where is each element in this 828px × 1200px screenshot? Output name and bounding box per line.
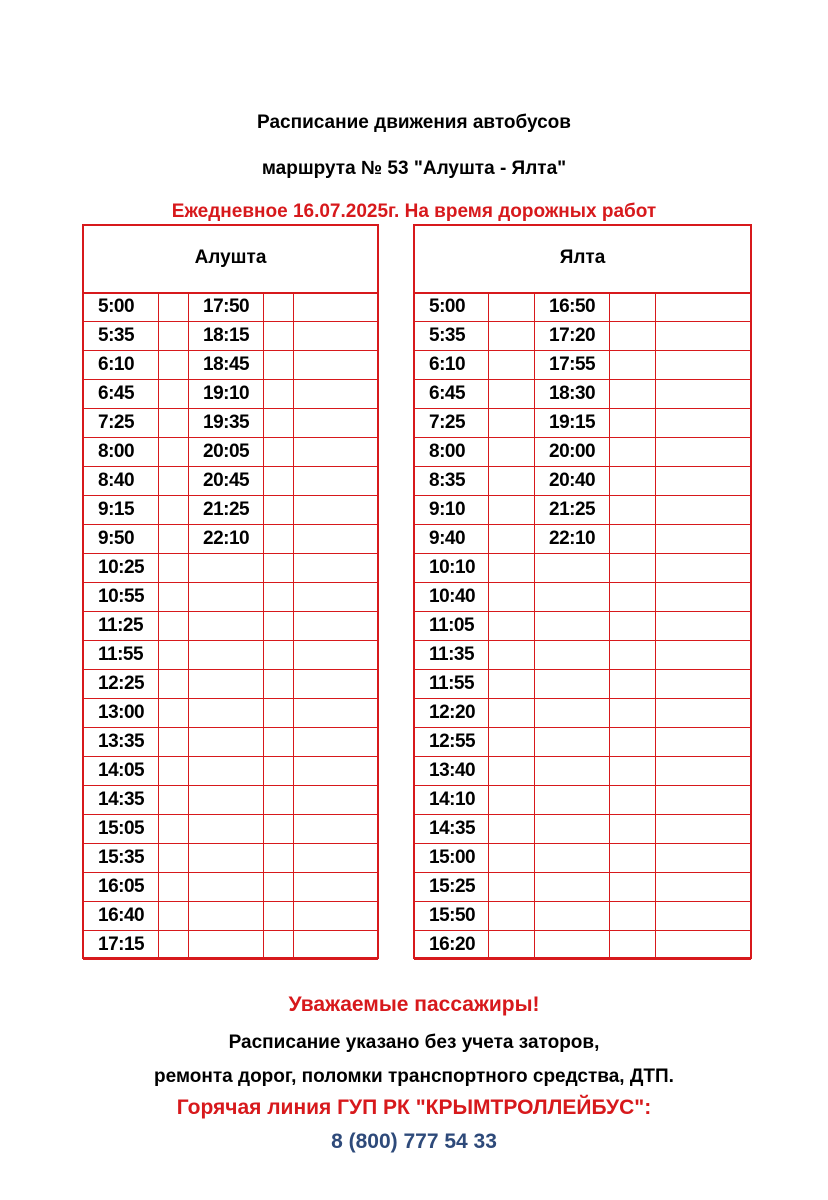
yalta-empty-cell bbox=[489, 612, 535, 641]
yalta-departure-time: 8:35 bbox=[415, 467, 489, 496]
alushta-row bbox=[84, 409, 378, 438]
yalta-departure-time: 11:05 bbox=[415, 612, 489, 641]
alushta-empty-cell bbox=[294, 670, 378, 699]
yalta-empty-cell bbox=[656, 641, 751, 670]
alushta-departure-time: 15:35 bbox=[84, 844, 159, 873]
alushta-empty-cell bbox=[294, 322, 378, 351]
yalta-departure-time: 20:40 bbox=[535, 467, 610, 496]
alushta-departure-time: 11:25 bbox=[84, 612, 159, 641]
alushta-empty-cell bbox=[159, 467, 189, 496]
yalta-row bbox=[415, 380, 751, 409]
yalta-empty-cell bbox=[489, 902, 535, 931]
alushta-departure-time: 12:25 bbox=[84, 670, 159, 699]
yalta-empty-cell bbox=[489, 641, 535, 670]
alushta-row bbox=[84, 815, 378, 844]
yalta-row bbox=[415, 467, 751, 496]
alushta-departure-time: 13:35 bbox=[84, 728, 159, 757]
alushta-departure-time: 5:00 bbox=[84, 293, 159, 322]
alushta-empty-cell bbox=[159, 815, 189, 844]
alushta-timetable bbox=[83, 292, 378, 960]
yalta-empty-cell bbox=[489, 670, 535, 699]
alushta-empty-cell bbox=[189, 757, 264, 786]
alushta-empty-cell bbox=[159, 699, 189, 728]
alushta-departure-time: 22:10 bbox=[189, 525, 264, 554]
alushta-empty-cell bbox=[189, 815, 264, 844]
alushta-empty-cell bbox=[264, 496, 294, 525]
alushta-empty-cell bbox=[294, 786, 378, 815]
alushta-row bbox=[84, 844, 378, 873]
yalta-empty-cell bbox=[610, 496, 656, 525]
yalta-departure-time: 9:10 bbox=[415, 496, 489, 525]
yalta-empty-cell bbox=[656, 293, 751, 322]
yalta-departure-time: 18:30 bbox=[535, 380, 610, 409]
alushta-empty-cell bbox=[264, 322, 294, 351]
alushta-empty-cell bbox=[294, 293, 378, 322]
yalta-row bbox=[415, 786, 751, 815]
yalta-departure-time: 5:00 bbox=[415, 293, 489, 322]
alushta-empty-cell bbox=[294, 496, 378, 525]
alushta-row bbox=[84, 525, 378, 554]
yalta-empty-cell bbox=[610, 902, 656, 931]
yalta-departure-time: 8:00 bbox=[415, 438, 489, 467]
yalta-timetable bbox=[414, 292, 751, 960]
alushta-row bbox=[84, 699, 378, 728]
yalta-empty-cell bbox=[610, 612, 656, 641]
yalta-empty-cell bbox=[535, 931, 610, 960]
alushta-heading: Алушта bbox=[82, 224, 379, 294]
alushta-row bbox=[84, 583, 378, 612]
yalta-empty-cell bbox=[610, 351, 656, 380]
alushta-departure-time: 6:10 bbox=[84, 351, 159, 380]
yalta-empty-cell bbox=[489, 583, 535, 612]
yalta-empty-cell bbox=[489, 699, 535, 728]
alushta-empty-cell bbox=[159, 583, 189, 612]
alushta-empty-cell bbox=[159, 525, 189, 554]
alushta-departure-time: 7:25 bbox=[84, 409, 159, 438]
yalta-departure-time: 6:45 bbox=[415, 380, 489, 409]
alushta-empty-cell bbox=[264, 844, 294, 873]
alushta-empty-cell bbox=[264, 786, 294, 815]
yalta-heading: Ялта bbox=[413, 224, 752, 294]
notice-line-1: Расписание указано без учета заторов, bbox=[228, 1032, 600, 1053]
yalta-empty-cell bbox=[610, 670, 656, 699]
yalta-departure-time: 10:10 bbox=[415, 554, 489, 583]
alushta-empty-cell bbox=[294, 902, 378, 931]
alushta-empty-cell bbox=[294, 641, 378, 670]
yalta-empty-cell bbox=[535, 786, 610, 815]
alushta-row bbox=[84, 612, 378, 641]
alushta-row bbox=[84, 322, 378, 351]
alushta-row bbox=[84, 554, 378, 583]
alushta-departure-time: 6:45 bbox=[84, 380, 159, 409]
yalta-empty-cell bbox=[656, 438, 751, 467]
yalta-empty-cell bbox=[535, 844, 610, 873]
yalta-empty-cell bbox=[489, 438, 535, 467]
alushta-empty-cell bbox=[159, 351, 189, 380]
yalta-row bbox=[415, 583, 751, 612]
yalta-empty-cell bbox=[489, 351, 535, 380]
alushta-empty-cell bbox=[294, 467, 378, 496]
alushta-departure-time: 16:05 bbox=[84, 873, 159, 902]
alushta-empty-cell bbox=[264, 293, 294, 322]
yalta-empty-cell bbox=[656, 699, 751, 728]
alushta-row bbox=[84, 670, 378, 699]
notice-line-2: ремонта дорог, поломки транспортного средства, ДТП. bbox=[154, 1066, 674, 1087]
alushta-empty-cell bbox=[159, 293, 189, 322]
yalta-empty-cell bbox=[489, 554, 535, 583]
yalta-row bbox=[415, 815, 751, 844]
alushta-empty-cell bbox=[294, 554, 378, 583]
alushta-empty-cell bbox=[294, 612, 378, 641]
yalta-empty-cell bbox=[656, 467, 751, 496]
alushta-departure-time: 5:35 bbox=[84, 322, 159, 351]
alushta-departure-time: 18:45 bbox=[189, 351, 264, 380]
alushta-row bbox=[84, 641, 378, 670]
yalta-row bbox=[415, 525, 751, 554]
yalta-empty-cell bbox=[656, 583, 751, 612]
yalta-departure-time: 15:00 bbox=[415, 844, 489, 873]
alushta-empty-cell bbox=[294, 380, 378, 409]
alushta-empty-cell bbox=[264, 902, 294, 931]
yalta-empty-cell bbox=[535, 699, 610, 728]
yalta-departure-time: 21:25 bbox=[535, 496, 610, 525]
alushta-empty-cell bbox=[159, 873, 189, 902]
yalta-empty-cell bbox=[489, 815, 535, 844]
yalta-empty-cell bbox=[535, 873, 610, 902]
alushta-departure-time: 20:05 bbox=[189, 438, 264, 467]
yalta-row bbox=[415, 844, 751, 873]
alushta-empty-cell bbox=[264, 612, 294, 641]
yalta-empty-cell bbox=[656, 380, 751, 409]
yalta-empty-cell bbox=[656, 670, 751, 699]
yalta-empty-cell bbox=[489, 931, 535, 960]
yalta-empty-cell bbox=[489, 873, 535, 902]
alushta-empty-cell bbox=[159, 641, 189, 670]
yalta-empty-cell bbox=[610, 728, 656, 757]
alushta-empty-cell bbox=[294, 757, 378, 786]
yalta-empty-cell bbox=[656, 496, 751, 525]
alushta-row bbox=[84, 351, 378, 380]
alushta-empty-cell bbox=[189, 670, 264, 699]
alushta-empty-cell bbox=[294, 351, 378, 380]
yalta-empty-cell bbox=[656, 554, 751, 583]
alushta-empty-cell bbox=[159, 902, 189, 931]
yalta-empty-cell bbox=[489, 786, 535, 815]
alushta-empty-cell bbox=[264, 554, 294, 583]
alushta-row bbox=[84, 873, 378, 902]
alushta-empty-cell bbox=[189, 699, 264, 728]
alushta-empty-cell bbox=[264, 931, 294, 960]
yalta-empty-cell bbox=[656, 409, 751, 438]
yalta-row bbox=[415, 351, 751, 380]
yalta-departure-time: 14:10 bbox=[415, 786, 489, 815]
alushta-empty-cell bbox=[264, 583, 294, 612]
alushta-row bbox=[84, 728, 378, 757]
alushta-empty-cell bbox=[294, 583, 378, 612]
alushta-empty-cell bbox=[264, 409, 294, 438]
yalta-departure-time: 11:55 bbox=[415, 670, 489, 699]
alushta-empty-cell bbox=[264, 525, 294, 554]
yalta-row bbox=[415, 496, 751, 525]
yalta-departure-time: 6:10 bbox=[415, 351, 489, 380]
alushta-empty-cell bbox=[159, 322, 189, 351]
alushta-departure-time: 19:10 bbox=[189, 380, 264, 409]
yalta-row bbox=[415, 438, 751, 467]
yalta-empty-cell bbox=[535, 757, 610, 786]
yalta-empty-cell bbox=[489, 380, 535, 409]
yalta-row bbox=[415, 931, 751, 960]
alushta-departure-time: 16:40 bbox=[84, 902, 159, 931]
yalta-departure-time: 19:15 bbox=[535, 409, 610, 438]
yalta-empty-cell bbox=[656, 873, 751, 902]
alushta-empty-cell bbox=[294, 409, 378, 438]
alushta-empty-cell bbox=[159, 496, 189, 525]
hotline-label: Горячая линия ГУП РК "КРЫМТРОЛЛЕЙБУС": bbox=[176, 1096, 652, 1119]
yalta-departure-time: 7:25 bbox=[415, 409, 489, 438]
alushta-empty-cell bbox=[264, 670, 294, 699]
yalta-empty-cell bbox=[535, 815, 610, 844]
yalta-empty-cell bbox=[610, 293, 656, 322]
yalta-empty-cell bbox=[610, 322, 656, 351]
alushta-empty-cell bbox=[189, 612, 264, 641]
alushta-departure-time: 14:35 bbox=[84, 786, 159, 815]
alushta-empty-cell bbox=[294, 844, 378, 873]
yalta-row bbox=[415, 322, 751, 351]
route-title: маршрута № 53 "Алушта - Ялта" bbox=[261, 158, 567, 179]
yalta-empty-cell bbox=[656, 757, 751, 786]
alushta-departure-time: 10:55 bbox=[84, 583, 159, 612]
yalta-departure-time: 10:40 bbox=[415, 583, 489, 612]
alushta-empty-cell bbox=[189, 554, 264, 583]
alushta-empty-cell bbox=[264, 815, 294, 844]
yalta-departure-time: 17:55 bbox=[535, 351, 610, 380]
yalta-empty-cell bbox=[610, 409, 656, 438]
alushta-row bbox=[84, 902, 378, 931]
yalta-empty-cell bbox=[610, 757, 656, 786]
alushta-empty-cell bbox=[264, 728, 294, 757]
alushta-empty-cell bbox=[189, 931, 264, 960]
yalta-row bbox=[415, 873, 751, 902]
alushta-departure-time: 19:35 bbox=[189, 409, 264, 438]
alushta-empty-cell bbox=[159, 786, 189, 815]
alushta-departure-time: 10:25 bbox=[84, 554, 159, 583]
alushta-row bbox=[84, 786, 378, 815]
yalta-empty-cell bbox=[656, 815, 751, 844]
alushta-departure-time: 15:05 bbox=[84, 815, 159, 844]
alushta-empty-cell bbox=[264, 438, 294, 467]
yalta-empty-cell bbox=[656, 351, 751, 380]
yalta-empty-cell bbox=[535, 902, 610, 931]
yalta-empty-cell bbox=[535, 670, 610, 699]
alushta-empty-cell bbox=[159, 438, 189, 467]
yalta-empty-cell bbox=[656, 902, 751, 931]
alushta-departure-time: 13:00 bbox=[84, 699, 159, 728]
yalta-empty-cell bbox=[610, 438, 656, 467]
alushta-empty-cell bbox=[264, 641, 294, 670]
alushta-departure-time: 21:25 bbox=[189, 496, 264, 525]
yalta-empty-cell bbox=[489, 409, 535, 438]
yalta-departure-time: 16:20 bbox=[415, 931, 489, 960]
yalta-row bbox=[415, 409, 751, 438]
yalta-row bbox=[415, 612, 751, 641]
alushta-row bbox=[84, 438, 378, 467]
alushta-departure-time: 14:05 bbox=[84, 757, 159, 786]
yalta-departure-time: 22:10 bbox=[535, 525, 610, 554]
yalta-row bbox=[415, 670, 751, 699]
yalta-empty-cell bbox=[610, 380, 656, 409]
yalta-empty-cell bbox=[610, 699, 656, 728]
alushta-empty-cell bbox=[294, 815, 378, 844]
alushta-row bbox=[84, 293, 378, 322]
yalta-empty-cell bbox=[489, 322, 535, 351]
alushta-empty-cell bbox=[294, 438, 378, 467]
yalta-departure-time: 16:50 bbox=[535, 293, 610, 322]
alushta-departure-time: 18:15 bbox=[189, 322, 264, 351]
yalta-empty-cell bbox=[656, 525, 751, 554]
alushta-empty-cell bbox=[189, 583, 264, 612]
yalta-row bbox=[415, 699, 751, 728]
yalta-departure-time: 17:20 bbox=[535, 322, 610, 351]
alushta-empty-cell bbox=[264, 351, 294, 380]
alushta-empty-cell bbox=[159, 931, 189, 960]
alushta-empty-cell bbox=[294, 525, 378, 554]
document-title: Расписание движения автобусов bbox=[257, 112, 571, 133]
alushta-empty-cell bbox=[159, 409, 189, 438]
hotline-phone[interactable]: 8 (800) 777 54 33 bbox=[331, 1130, 497, 1153]
yalta-empty-cell bbox=[656, 728, 751, 757]
yalta-departure-time: 13:40 bbox=[415, 757, 489, 786]
alushta-empty-cell bbox=[189, 873, 264, 902]
yalta-empty-cell bbox=[610, 554, 656, 583]
yalta-empty-cell bbox=[535, 728, 610, 757]
alushta-empty-cell bbox=[189, 728, 264, 757]
alushta-row bbox=[84, 931, 378, 960]
alushta-empty-cell bbox=[189, 902, 264, 931]
yalta-empty-cell bbox=[656, 786, 751, 815]
yalta-empty-cell bbox=[610, 467, 656, 496]
yalta-row bbox=[415, 293, 751, 322]
alushta-row bbox=[84, 496, 378, 525]
alushta-empty-cell bbox=[189, 786, 264, 815]
yalta-empty-cell bbox=[489, 844, 535, 873]
yalta-empty-cell bbox=[489, 467, 535, 496]
yalta-row bbox=[415, 641, 751, 670]
yalta-empty-cell bbox=[656, 322, 751, 351]
alushta-empty-cell bbox=[264, 467, 294, 496]
yalta-departure-time: 15:25 bbox=[415, 873, 489, 902]
yalta-empty-cell bbox=[610, 641, 656, 670]
alushta-departure-time: 8:00 bbox=[84, 438, 159, 467]
alushta-empty-cell bbox=[159, 670, 189, 699]
yalta-empty-cell bbox=[535, 612, 610, 641]
alushta-empty-cell bbox=[294, 699, 378, 728]
yalta-departure-time: 20:00 bbox=[535, 438, 610, 467]
yalta-departure-time: 14:35 bbox=[415, 815, 489, 844]
yalta-empty-cell bbox=[535, 583, 610, 612]
alushta-departure-time: 17:15 bbox=[84, 931, 159, 960]
alushta-empty-cell bbox=[264, 873, 294, 902]
alushta-departure-time: 17:50 bbox=[189, 293, 264, 322]
alushta-empty-cell bbox=[159, 380, 189, 409]
yalta-empty-cell bbox=[489, 496, 535, 525]
alushta-departure-time: 20:45 bbox=[189, 467, 264, 496]
alushta-departure-time: 11:55 bbox=[84, 641, 159, 670]
yalta-departure-time: 15:50 bbox=[415, 902, 489, 931]
schedule-subtitle: Ежедневное 16.07.2025г. На время дорожных работ bbox=[171, 201, 657, 222]
yalta-empty-cell bbox=[610, 844, 656, 873]
yalta-row bbox=[415, 902, 751, 931]
alushta-empty-cell bbox=[159, 554, 189, 583]
yalta-departure-time: 11:35 bbox=[415, 641, 489, 670]
alushta-empty-cell bbox=[159, 757, 189, 786]
yalta-row bbox=[415, 728, 751, 757]
alushta-row bbox=[84, 467, 378, 496]
alushta-row bbox=[84, 757, 378, 786]
yalta-empty-cell bbox=[489, 525, 535, 554]
alushta-empty-cell bbox=[264, 757, 294, 786]
yalta-empty-cell bbox=[656, 844, 751, 873]
yalta-row bbox=[415, 757, 751, 786]
yalta-departure-time: 5:35 bbox=[415, 322, 489, 351]
alushta-empty-cell bbox=[264, 380, 294, 409]
yalta-empty-cell bbox=[610, 873, 656, 902]
alushta-empty-cell bbox=[189, 844, 264, 873]
yalta-empty-cell bbox=[656, 612, 751, 641]
yalta-empty-cell bbox=[610, 815, 656, 844]
alushta-empty-cell bbox=[294, 873, 378, 902]
alushta-departure-time: 9:50 bbox=[84, 525, 159, 554]
yalta-empty-cell bbox=[610, 931, 656, 960]
yalta-empty-cell bbox=[489, 757, 535, 786]
alushta-empty-cell bbox=[264, 699, 294, 728]
yalta-empty-cell bbox=[610, 786, 656, 815]
yalta-row bbox=[415, 554, 751, 583]
yalta-departure-time: 12:20 bbox=[415, 699, 489, 728]
alushta-empty-cell bbox=[189, 641, 264, 670]
alushta-departure-time: 9:15 bbox=[84, 496, 159, 525]
alushta-empty-cell bbox=[294, 728, 378, 757]
yalta-empty-cell bbox=[610, 583, 656, 612]
yalta-empty-cell bbox=[656, 931, 751, 960]
yalta-empty-cell bbox=[535, 554, 610, 583]
yalta-departure-time: 12:55 bbox=[415, 728, 489, 757]
alushta-empty-cell bbox=[159, 728, 189, 757]
yalta-empty-cell bbox=[610, 525, 656, 554]
alushta-departure-time: 8:40 bbox=[84, 467, 159, 496]
yalta-empty-cell bbox=[489, 728, 535, 757]
alushta-empty-cell bbox=[159, 844, 189, 873]
yalta-departure-time: 9:40 bbox=[415, 525, 489, 554]
yalta-empty-cell bbox=[535, 641, 610, 670]
alushta-empty-cell bbox=[294, 931, 378, 960]
alushta-row bbox=[84, 380, 378, 409]
notice-heading: Уважаемые пассажиры! bbox=[288, 993, 540, 1016]
yalta-empty-cell bbox=[489, 293, 535, 322]
alushta-empty-cell bbox=[159, 612, 189, 641]
